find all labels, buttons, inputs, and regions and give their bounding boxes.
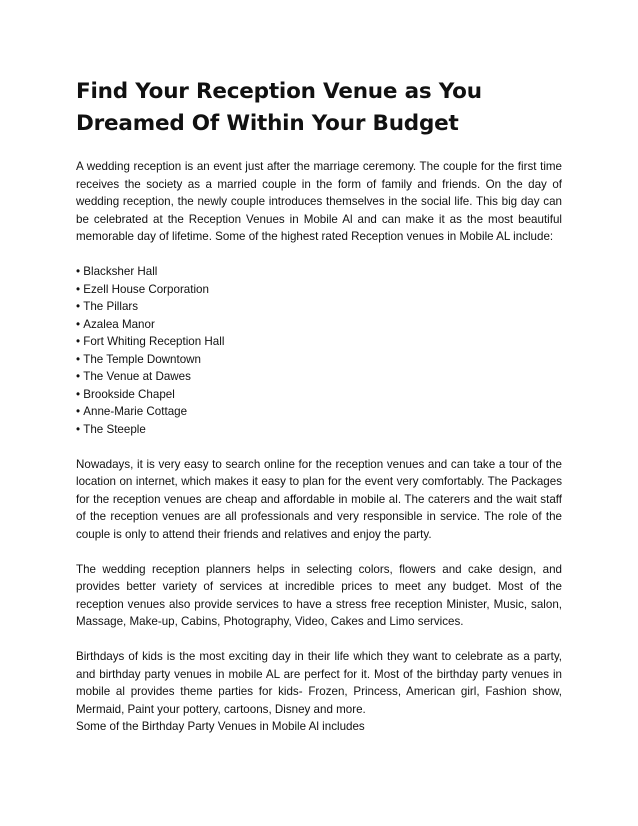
paragraph-birthdays: Birthdays of kids is the most exciting day in their life which they want to celebrate as a party, and birthday party venues in mobile AL are perfect for it. Most of the birthday party venues in mobile al provides theme parties for kids- Frozen, Princess, American girl, Fashion show, Mermaid, Paint your pottery, cartoons, Disney and more.	[76, 650, 562, 716]
list-item: • The Steeple	[76, 421, 562, 439]
list-item: • Brookside Chapel	[76, 386, 562, 404]
paragraph-online-search: Nowadays, it is very easy to search online for the reception venues and can take a tour of the location on internet, which makes it easy to plan for the event very comfortably. The Packages for the reception venues are cheap and affordable in mobile al. The caterers and the wait staff of the reception venues are all professionals and very responsible in service. The role of the couple is only to attend their friends and relatives and enjoy the party.	[76, 457, 562, 541]
document-page	[76, 76, 562, 736]
list-item: • The Pillars	[76, 298, 562, 316]
document-title: Find Your Reception Venue as You Dreamed Of Within Your Budget	[76, 79, 482, 136]
list-item: • Fort Whiting Reception Hall	[76, 333, 562, 351]
intro-paragraph: A wedding reception is an event just after the marriage ceremony. The couple for the first time receives the society as a married couple in the form of family and friends. On the day of wedding reception, the newly couple introduces themselves in the social life. This big day can be celebrated at the Reception Venues in Mobile Al and can make it as the most beautiful memorable day of lifetime. Some of the highest rated Reception venues in Mobile AL include:	[76, 160, 562, 243]
paragraph-birthday-venues-intro: Some of the Birthday Party Venues in Mobile Al includes	[76, 720, 365, 733]
list-item: • Azalea Manor	[76, 316, 562, 334]
list-item: • The Venue at Dawes	[76, 368, 562, 386]
list-item: • Anne-Marie Cottage	[76, 403, 562, 421]
paragraph-planners: The wedding reception planners helps in selecting colors, flowers and cake design, and provides better variety of services at incredible prices to meet any budget. Most of the reception venues also provide services to have a stress free reception Minister, Music, salon, Massage, Make-up, Cabins, Photography, Video, Cakes and Limo services.	[76, 562, 562, 628]
list-item: • The Temple Downtown	[76, 351, 562, 369]
venue-list	[76, 263, 562, 438]
list-item: • Ezell House Corporation	[76, 281, 562, 299]
list-item: • Blacksher Hall	[76, 263, 562, 281]
